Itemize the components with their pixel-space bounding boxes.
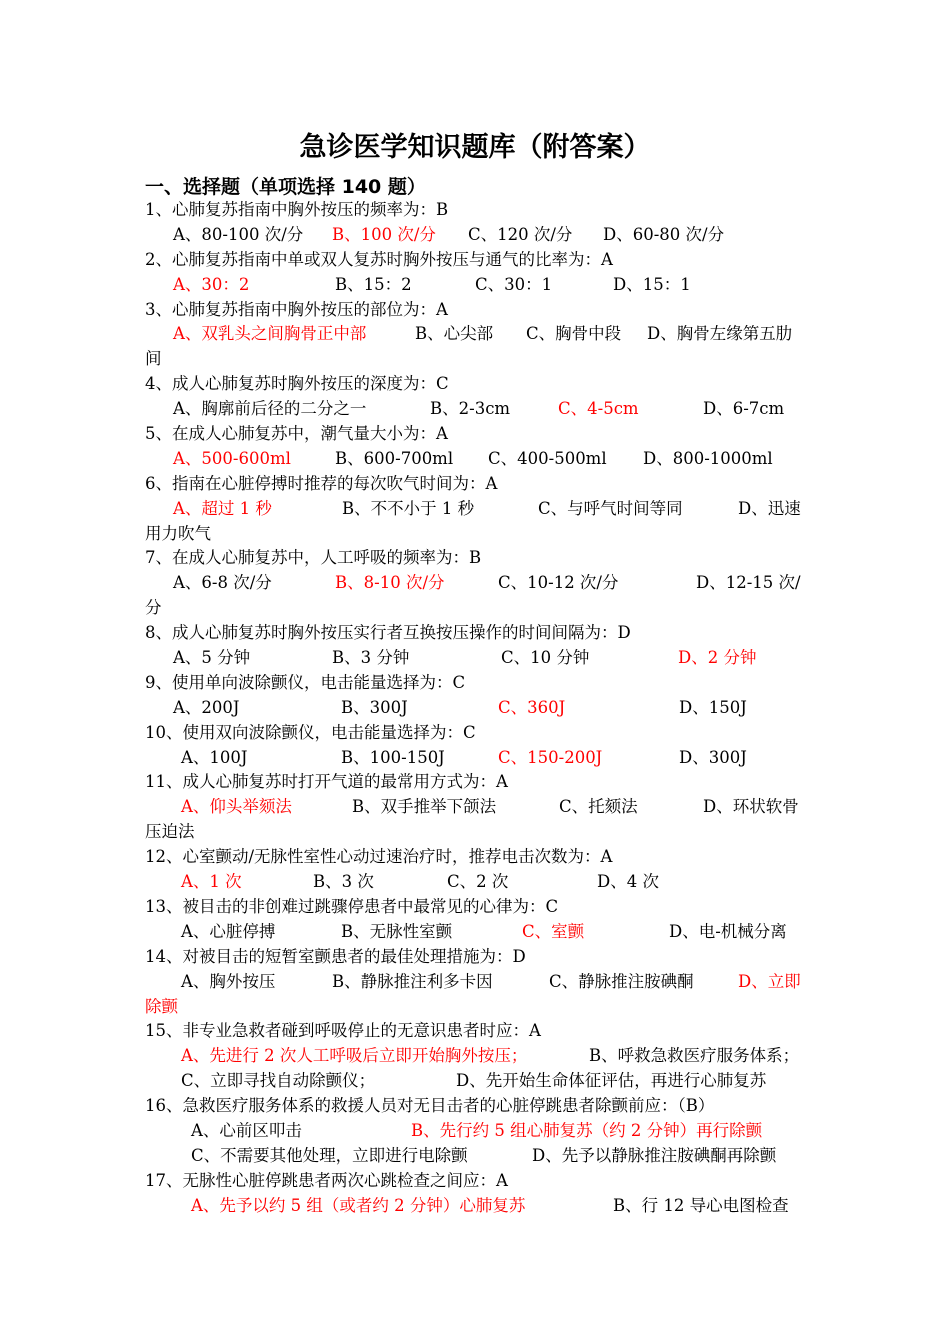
question-text: 9、使用单向波除颤仪，电击能量选择为：C bbox=[145, 672, 466, 692]
answer-option: A、心前区叩击 bbox=[191, 1120, 302, 1140]
correct-answer-option: C、室颤 bbox=[522, 921, 585, 941]
option-row bbox=[145, 1194, 813, 1219]
option-wrap-text: 分 bbox=[145, 598, 162, 618]
correct-answer-option: C、150-200J bbox=[498, 747, 603, 767]
option-row bbox=[145, 223, 813, 248]
answer-option: A、6-8 次/分 bbox=[173, 573, 272, 593]
answer-option: B、15：2 bbox=[335, 274, 412, 294]
question-text: 5、在成人心肺复苏中，潮气量大小为：A bbox=[145, 424, 448, 444]
option-wrap-text: 除颤 bbox=[145, 996, 178, 1016]
correct-answer-option: D、立即 bbox=[738, 971, 801, 991]
answer-option: D、环状软骨 bbox=[703, 797, 799, 817]
answer-option: D、胸骨左缘第五肋 bbox=[647, 324, 793, 344]
option-row bbox=[145, 1119, 813, 1144]
option-row bbox=[145, 322, 813, 347]
option-wrap-text: 压迫法 bbox=[145, 822, 195, 842]
answer-option: A、80-100 次/分 bbox=[173, 224, 304, 244]
correct-answer-option: B、先行约 5 组心肺复苏（约 2 分钟）再行除颤 bbox=[411, 1120, 763, 1140]
option-row bbox=[145, 795, 813, 820]
answer-option: C、胸骨中段 bbox=[526, 324, 622, 344]
question-text: 8、成人心肺复苏时胸外按压实行者互换按压操作的时间间隔为：D bbox=[145, 623, 631, 643]
answer-option: D、电-机械分离 bbox=[669, 921, 787, 941]
answer-option: A、胸外按压 bbox=[181, 971, 276, 991]
correct-answer-option: A、1 次 bbox=[181, 872, 242, 892]
answer-option: B、100-150J bbox=[341, 747, 445, 767]
option-row bbox=[145, 1144, 813, 1169]
question-text: 15、非专业急救者碰到呼吸停止的无意识患者时应：A bbox=[145, 1021, 541, 1041]
answer-option: B、3 分钟 bbox=[332, 648, 410, 668]
answer-option: C、10 分钟 bbox=[501, 648, 590, 668]
correct-answer-option: B、8-10 次/分 bbox=[335, 573, 445, 593]
answer-option: A、心脏停搏 bbox=[181, 921, 276, 941]
answer-option: C、与呼气时间等同 bbox=[538, 498, 683, 518]
answer-option: B、心尖部 bbox=[415, 324, 494, 344]
correct-answer-option: A、先予以约 5 组（或者约 2 分钟）心肺复苏 bbox=[191, 1195, 526, 1215]
option-row bbox=[145, 1044, 813, 1069]
option-row bbox=[145, 447, 813, 472]
question-text: 16、急救医疗服务体系的救援人员对无目击者的心脏停跳患者除颤前应：（B） bbox=[145, 1096, 715, 1116]
correct-answer-option: A、仰头举颏法 bbox=[181, 797, 292, 817]
answer-option: C、10-12 次/分 bbox=[498, 573, 619, 593]
option-row bbox=[145, 920, 813, 945]
question-text: 4、成人心肺复苏时胸外按压的深度为：C bbox=[145, 374, 449, 394]
answer-option: D、先予以静脉推注胺碘酮再除颤 bbox=[532, 1145, 777, 1165]
correct-answer-option: D、2 分钟 bbox=[678, 648, 757, 668]
answer-option: D、60-80 次/分 bbox=[603, 224, 725, 244]
answer-option: B、600-700ml bbox=[335, 448, 454, 468]
option-row bbox=[145, 646, 813, 671]
answer-option: C、400-500ml bbox=[488, 448, 607, 468]
answer-option: C、30：1 bbox=[475, 274, 553, 294]
answer-option: B、静脉推注利多卡因 bbox=[332, 971, 493, 991]
answer-option: B、呼救急救医疗服务体系； bbox=[589, 1046, 800, 1066]
answer-option: B、无脉性室颤 bbox=[341, 921, 453, 941]
question-text: 7、在成人心肺复苏中，人工呼吸的频率为：B bbox=[145, 548, 482, 568]
option-row bbox=[145, 696, 813, 721]
answer-option: A、200J bbox=[173, 697, 240, 717]
answer-option: B、不不小于 1 秒 bbox=[342, 498, 475, 518]
question-text: 6、指南在心脏停搏时推荐的每次吹气时间为：A bbox=[145, 473, 498, 493]
correct-answer-option: A、500-600ml bbox=[173, 448, 291, 468]
question-text: 12、心室颤动/无脉性室性心动过速治疗时，推荐电击次数为：A bbox=[145, 847, 613, 867]
answer-option: B、2-3cm bbox=[430, 399, 511, 419]
answer-option: D、800-1000ml bbox=[643, 448, 773, 468]
correct-answer-option: A、先进行 2 次人工呼吸后立即开始胸外按压； bbox=[181, 1046, 528, 1066]
answer-option: D、迅速 bbox=[738, 498, 801, 518]
answer-option: C、不需要其他处理，立即进行电除颤 bbox=[191, 1145, 468, 1165]
answer-option: B、300J bbox=[341, 697, 408, 717]
answer-option: C、立即寻找自动除颤仪； bbox=[181, 1071, 376, 1091]
question-text: 17、无脉性心脏停跳患者两次心跳检查之间应：A bbox=[145, 1170, 508, 1190]
answer-option: D、300J bbox=[679, 747, 747, 767]
answer-option: D、4 次 bbox=[597, 872, 659, 892]
answer-option: A、5 分钟 bbox=[173, 648, 251, 668]
correct-answer-option: A、超过 1 秒 bbox=[173, 498, 272, 518]
answer-option: C、120 次/分 bbox=[468, 224, 573, 244]
option-row bbox=[145, 497, 813, 522]
answer-option: A、胸廓前后径的二分之一 bbox=[173, 399, 367, 419]
answer-option: D、12-15 次/ bbox=[696, 573, 801, 593]
answer-option: C、托颏法 bbox=[559, 797, 638, 817]
option-row bbox=[145, 571, 813, 596]
option-wrap-text: 用力吹气 bbox=[145, 523, 211, 543]
option-wrap-text: 间 bbox=[145, 349, 162, 369]
answer-option: D、15：1 bbox=[613, 274, 691, 294]
option-row bbox=[145, 273, 813, 298]
question-text: 13、被目击的非创难过跳骤停患者中最常见的心律为：C bbox=[145, 896, 559, 916]
answer-option: A、100J bbox=[181, 747, 248, 767]
question-text: 1、心肺复苏指南中胸外按压的频率为：B bbox=[145, 200, 449, 219]
option-row bbox=[145, 970, 813, 995]
option-row bbox=[145, 746, 813, 771]
option-row bbox=[145, 397, 813, 422]
answer-option: B、行 12 导心电图检查 bbox=[613, 1195, 789, 1215]
answer-option: C、2 次 bbox=[447, 872, 509, 892]
answer-option: D、先开始生命体征评估，再进行心肺复苏 bbox=[456, 1071, 767, 1091]
document-title: 急诊医学知识题库（附答案） bbox=[299, 132, 651, 163]
answer-option: D、150J bbox=[679, 697, 747, 717]
correct-answer-option: A、30：2 bbox=[173, 274, 250, 294]
answer-option: B、3 次 bbox=[313, 872, 374, 892]
answer-option: C、静脉推注胺碘酮 bbox=[549, 971, 694, 991]
question-text: 10、使用双向波除颤仪，电击能量选择为：C bbox=[145, 722, 476, 742]
answer-option: B、双手推举下颌法 bbox=[352, 797, 497, 817]
question-text: 14、对被目击的短暂室颤患者的最佳处理措施为：D bbox=[145, 946, 526, 966]
question-text: 3、心肺复苏指南中胸外按压的部位为：A bbox=[145, 299, 448, 319]
section-heading: 一、选择题（单项选择 140 题） bbox=[145, 176, 426, 198]
correct-answer-option: B、100 次/分 bbox=[332, 224, 436, 244]
option-row bbox=[145, 1069, 813, 1094]
option-row bbox=[145, 870, 813, 895]
question-text: 2、心肺复苏指南中单或双人复苏时胸外按压与通气的比率为：A bbox=[145, 249, 613, 269]
correct-answer-option: C、360J bbox=[498, 697, 566, 717]
question-text: 11、成人心肺复苏时打开气道的最常用方式为：A bbox=[145, 772, 508, 792]
correct-answer-option: C、4-5cm bbox=[558, 399, 639, 419]
question-list bbox=[145, 198, 813, 1219]
answer-option: D、6-7cm bbox=[703, 399, 785, 419]
correct-answer-option: A、双乳头之间胸骨正中部 bbox=[173, 324, 367, 344]
